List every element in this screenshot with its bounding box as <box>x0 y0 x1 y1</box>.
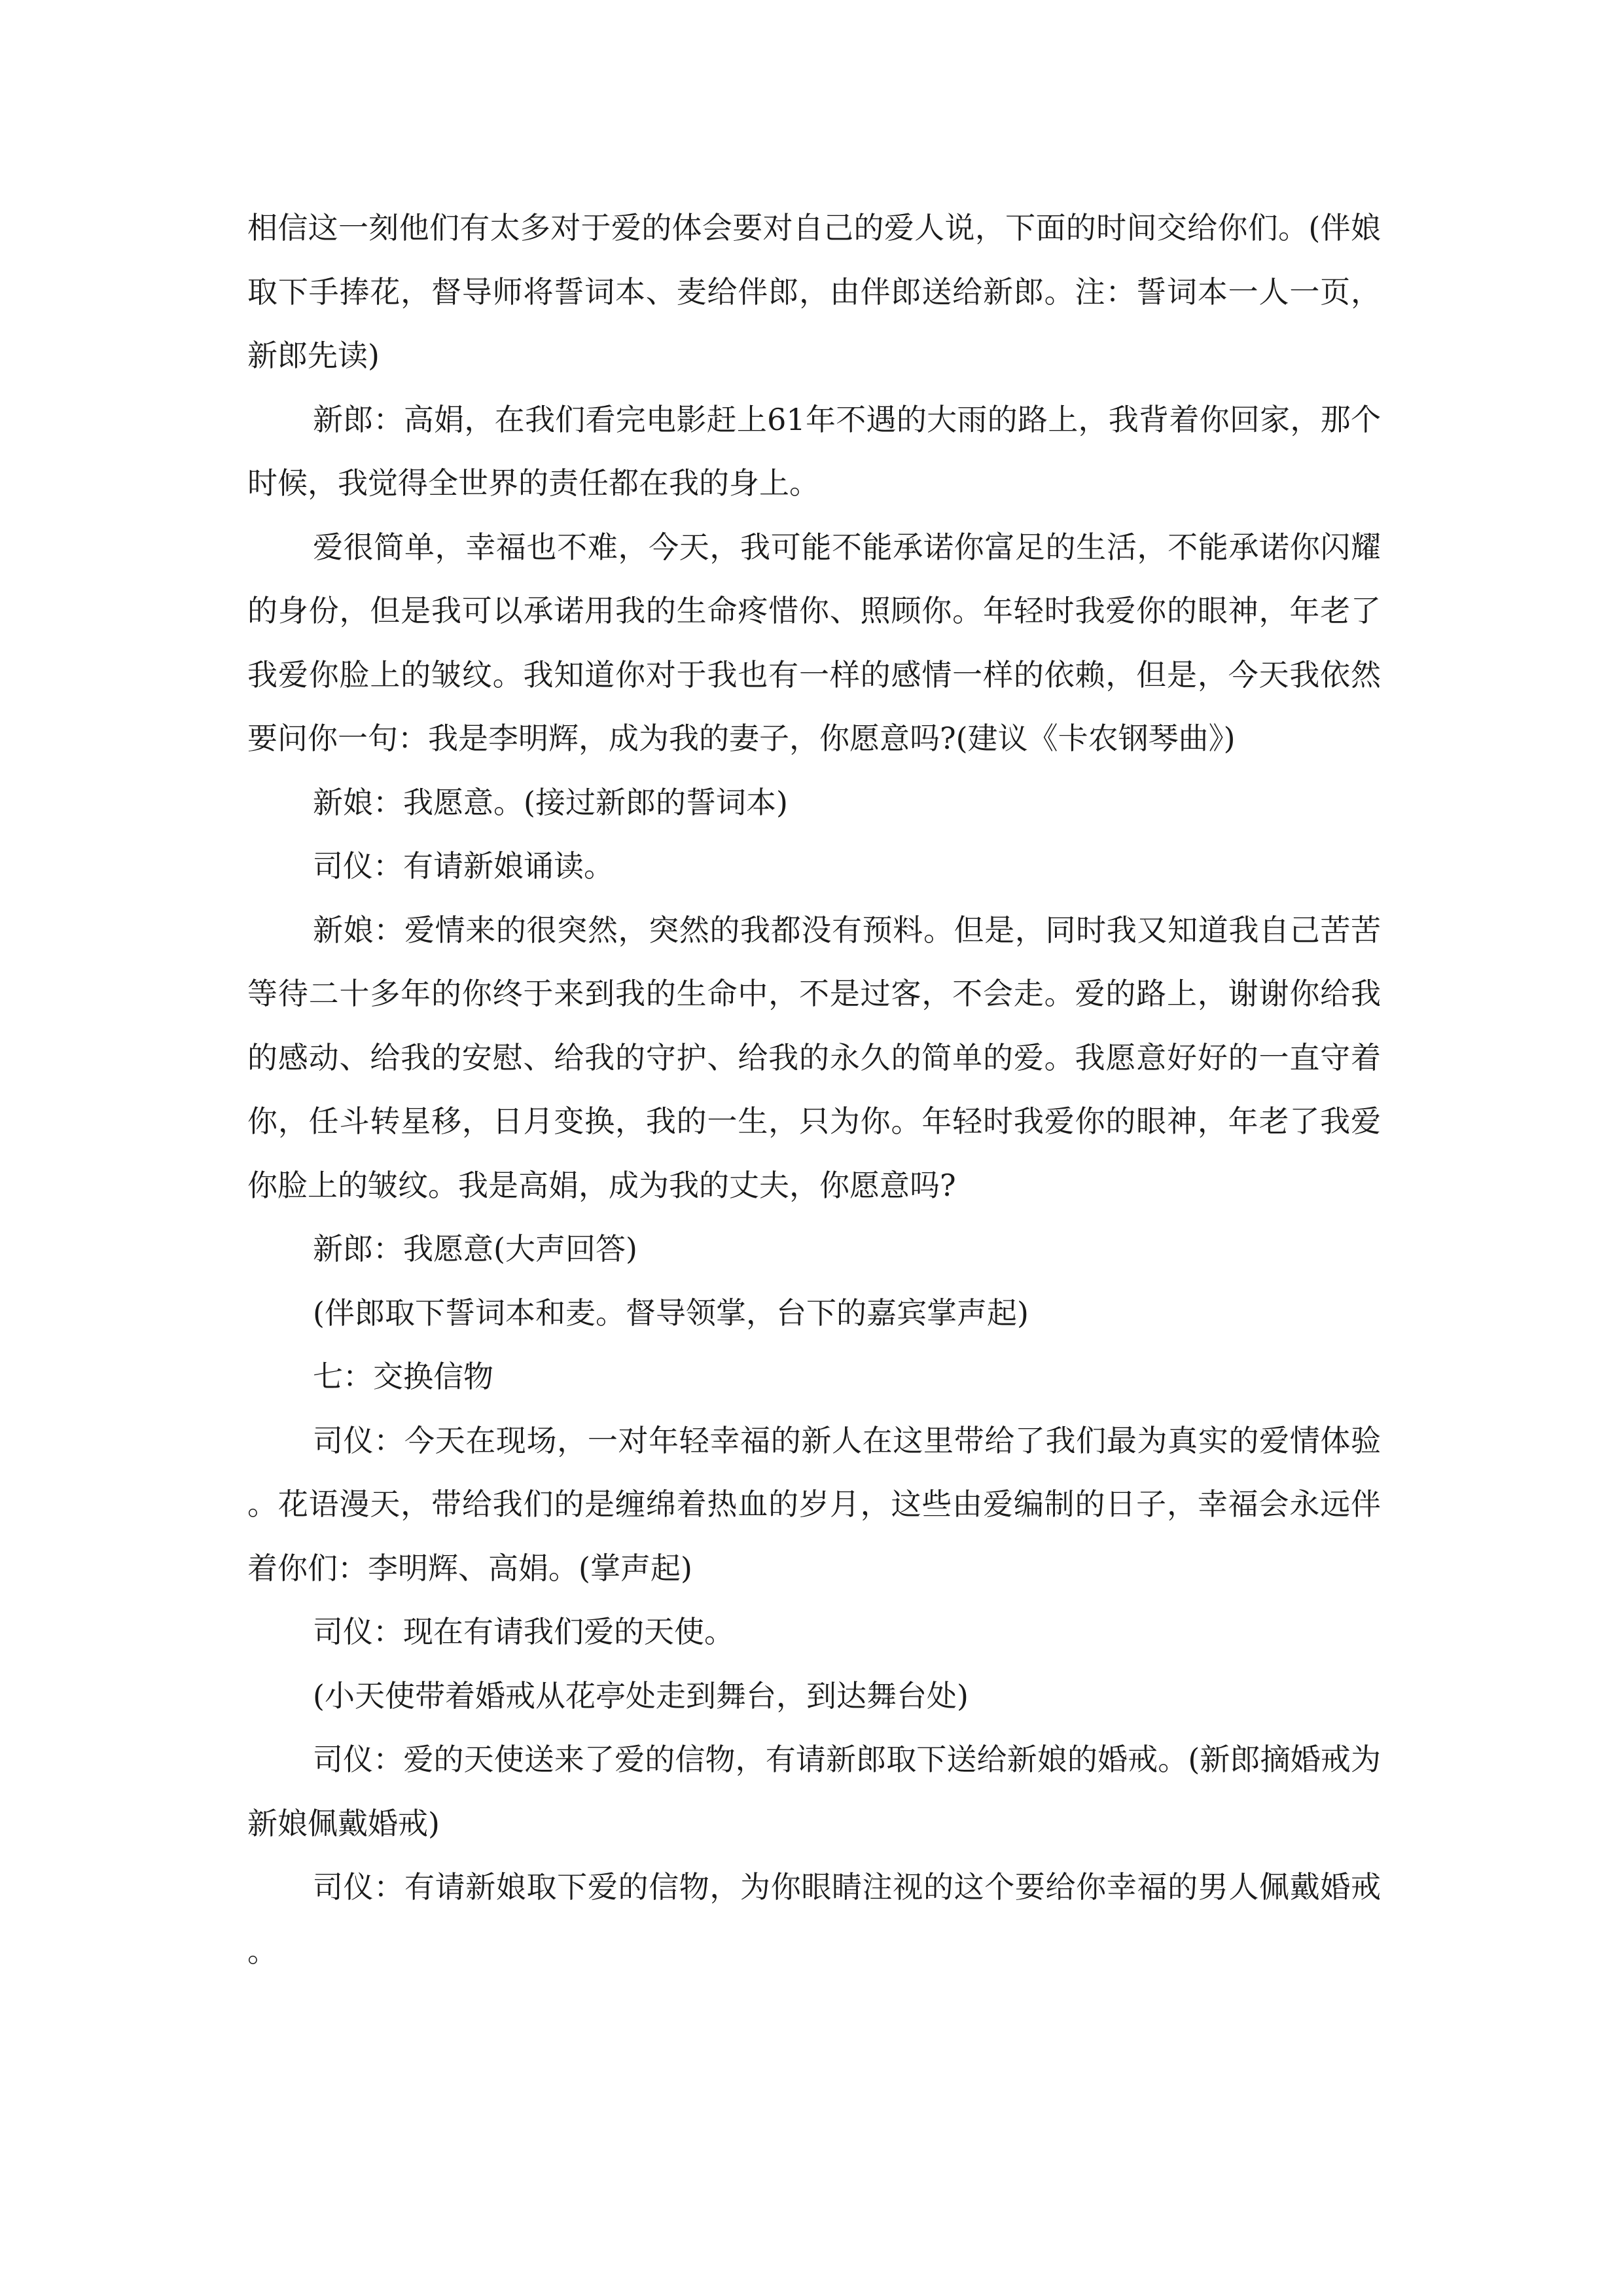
paragraph-7: 新郎：我愿意(大声回答) <box>313 1231 637 1266</box>
paragraph-6: 新娘：爱情来的很突然，突然的我都没有预料。但是，同时我又知道我自己苦苦等待二十多年的你终于来到我的生命中，不是过客，不会走。爱的路上，谢谢你给我的感动、给我的安慰、给我的守护、给我的永久的简单的爱。我愿意好好的一直守着你，任斗转星移，日月变换，我的一生，只为你。年轻时我爱你的眼神，年老了我爱你脸上的皱纹。我是高娟，成为我的丈夫，你愿意吗? <box>247 912 1381 1203</box>
paragraph-14: 司仪：有请新娘取下爱的信物，为你眼睛注视的这个要给你幸福的男人佩戴婚戒。 <box>247 1869 1381 1969</box>
document-body <box>247 196 1381 1983</box>
paragraph-8: (伴郎取下誓词本和麦。督导领掌，台下的嘉宾掌声起) <box>313 1295 1029 1331</box>
paragraph-1: 相信这一刻他们有太多对于爱的体会要对自己的爱人说，下面的时间交给你们。(伴娘取下手捧花，督导师将誓词本、麦给伴郎，由伴郎送给新郎。注：誓词本一人一页，新郎先读) <box>247 210 1381 373</box>
paragraph-10: 司仪：今天在现场，一对年轻幸福的新人在这里带给了我们最为真实的爱情体验。花语漫天，带给我们的是缠绵着热血的岁月，这些由爱编制的日子，幸福会永远伴着你们：李明辉、高娟。(掌声起) <box>247 1422 1381 1586</box>
paragraph-5: 司仪：有请新娘诵读。 <box>313 848 614 884</box>
paragraph-12: (小天使带着婚戒从花亭处走到舞台，到达舞台处) <box>313 1677 969 1713</box>
paragraph-2: 新郎：高娟，在我们看完电影赶上61年不遇的大雨的路上，我背着你回家，那个时候，我觉得全世界的责任都在我的身上。 <box>247 401 1381 501</box>
paragraph-11: 司仪：现在有请我们爱的天使。 <box>313 1614 734 1649</box>
paragraph-4: 新娘：我愿意。(接过新郎的誓词本) <box>313 784 788 820</box>
paragraph-3: 爱很简单，幸福也不难，今天，我可能不能承诺你富足的生活，不能承诺你闪耀的身份，但是我可以承诺用我的生命疼惜你、照顾你。年轻时我爱你的眼神，年老了我爱你脸上的皱纹。我知道你对于我也有一样的感情一样的依赖，但是，今天我依然要问你一句：我是李明辉，成为我的妻子，你愿意吗?(建议《卡农钢琴曲》) <box>247 529 1381 756</box>
paragraph-13: 司仪：爱的天使送来了爱的信物，有请新郎取下送给新娘的婚戒。(新郎摘婚戒为新娘佩戴婚戒) <box>247 1742 1381 1841</box>
section-heading: 七：交换信物 <box>313 1359 493 1394</box>
